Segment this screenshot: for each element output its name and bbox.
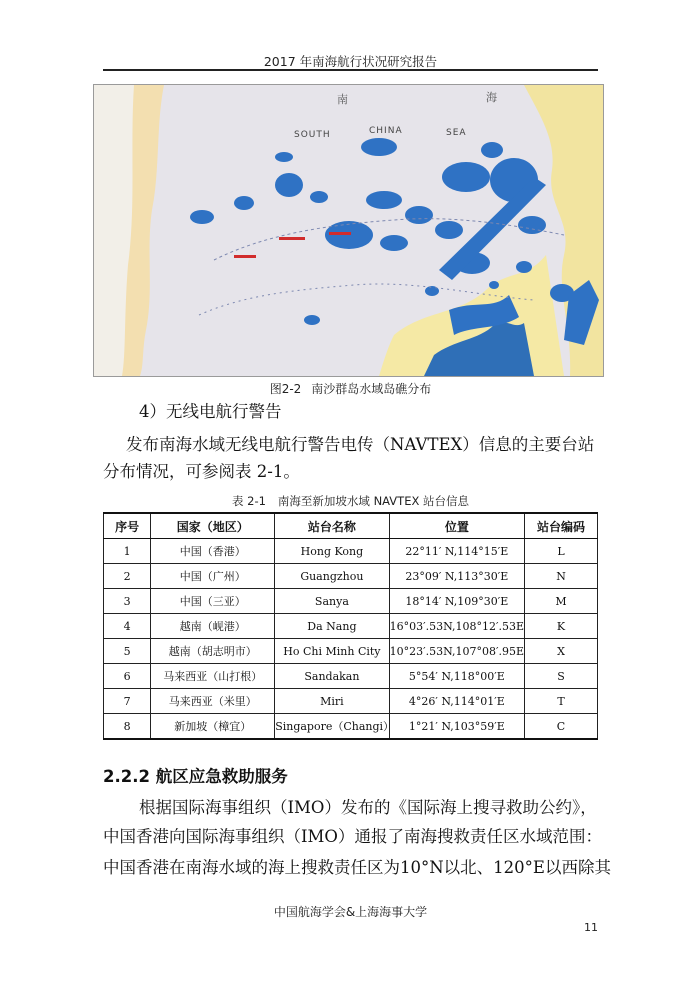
table-cell: 中国（三亚） [151, 589, 275, 614]
table-cell: 1 [104, 539, 151, 564]
header-rule [103, 69, 598, 71]
table-row [104, 639, 598, 664]
sea-label-cn-1: 南 [337, 93, 348, 106]
table-cell: 4°26′ N,114°01′E [389, 689, 524, 714]
table-cell: 3 [104, 589, 151, 614]
table-row [104, 614, 598, 639]
sea-label-china: CHINA [369, 126, 403, 136]
table-cell: Ho Chi Minh City [275, 639, 389, 664]
table-caption-text: 南海至新加坡水域 NAVTEX 站台信息 [277, 494, 470, 508]
figure-caption [103, 380, 598, 397]
subsection-heading: 4）无线电航行警告 [139, 402, 282, 421]
table-caption [103, 493, 598, 509]
column-header: 位置 [389, 513, 524, 539]
table-row [104, 589, 598, 614]
paragraph-line: 分布情况，可参阅表 2-1。 [103, 462, 300, 481]
table-cell: 7 [104, 689, 151, 714]
table-cell: Da Nang [275, 614, 389, 639]
table-cell: 新加坡（樟宜） [151, 714, 275, 740]
table-cell: L [525, 539, 598, 564]
table-cell: 18°14′ N,109°30′E [389, 589, 524, 614]
table-cell: 马来西亚（山打根） [151, 664, 275, 689]
column-header: 国家（地区） [151, 513, 275, 539]
nansha-islands-map [93, 84, 604, 377]
column-header: 站台编码 [525, 513, 598, 539]
table-cell: 5°54′ N,118°00′E [389, 664, 524, 689]
table-cell: 马来西亚（米里） [151, 689, 275, 714]
section-heading: 2.2.2 航区应急救助服务 [103, 767, 288, 786]
figure-caption-text: 南沙群岛水域岛礁分布 [311, 382, 432, 396]
table-cell: Singapore（Changi） [275, 714, 389, 740]
table-cell: 2 [104, 564, 151, 589]
table-cell: T [525, 689, 598, 714]
table-cell: Sandakan [275, 664, 389, 689]
table-cell: 越南（岘港） [151, 614, 275, 639]
table-cell: 越南（胡志明市） [151, 639, 275, 664]
table-cell: Guangzhou [275, 564, 389, 589]
paragraph-line: 发布南海水域无线电航行警告电传（NAVTEX）信息的主要台站 [126, 435, 595, 454]
table-cell: 中国（广州） [151, 564, 275, 589]
table-cell: 22°11′ N,114°15′E [389, 539, 524, 564]
footer-organization: 中国航海学会&上海海事大学 [273, 905, 428, 919]
table-cell: 8 [104, 714, 151, 740]
table-cell: X [525, 639, 598, 664]
running-header: 2017 年南海航行状况研究报告 [263, 54, 438, 69]
table-number: 表 2-1 [231, 494, 266, 508]
table-cell: N [525, 564, 598, 589]
paragraph-line: 中国香港向国际海事组织（IMO）通报了南海搜救责任区水域范围： [103, 827, 602, 846]
table-cell: S [525, 664, 598, 689]
figure-number: 图2-2 [269, 382, 302, 396]
table-header-row [104, 513, 598, 539]
page-number: 11 [584, 921, 598, 934]
navtex-station-table [103, 512, 598, 740]
table-cell: C [525, 714, 598, 740]
table-cell: 4 [104, 614, 151, 639]
table-cell: 6 [104, 664, 151, 689]
table-cell: Sanya [275, 589, 389, 614]
table-cell: Miri [275, 689, 389, 714]
sea-label-sea: SEA [446, 128, 467, 138]
column-header: 站台名称 [275, 513, 389, 539]
map-graphic [94, 85, 603, 376]
table-row [104, 664, 598, 689]
table-row [104, 539, 598, 564]
table-row [104, 564, 598, 589]
table-cell: 中国（香港） [151, 539, 275, 564]
table-cell: Hong Kong [275, 539, 389, 564]
paragraph-line: 中国香港在南海水域的海上搜救责任区为10°N以北、120°E以西除其 [103, 858, 611, 877]
sea-label-cn-2: 海 [486, 91, 497, 104]
table-cell: 1°21′ N,103°59′E [389, 714, 524, 740]
table-cell: 5 [104, 639, 151, 664]
column-header: 序号 [104, 513, 151, 539]
paragraph-line: 根据国际海事组织（IMO）发布的《国际海上搜寻救助公约》， [139, 798, 597, 817]
table-cell: M [525, 589, 598, 614]
table-row [104, 689, 598, 714]
table-cell: 23°09′ N,113°30′E [389, 564, 524, 589]
table-cell: 10°23′.53N,107°08′.95E [389, 639, 524, 664]
table-row [104, 714, 598, 740]
table-cell: 16°03′.53N,108°12′.53E [389, 614, 524, 639]
table-cell: K [525, 614, 598, 639]
sea-label-south: SOUTH [294, 130, 331, 140]
